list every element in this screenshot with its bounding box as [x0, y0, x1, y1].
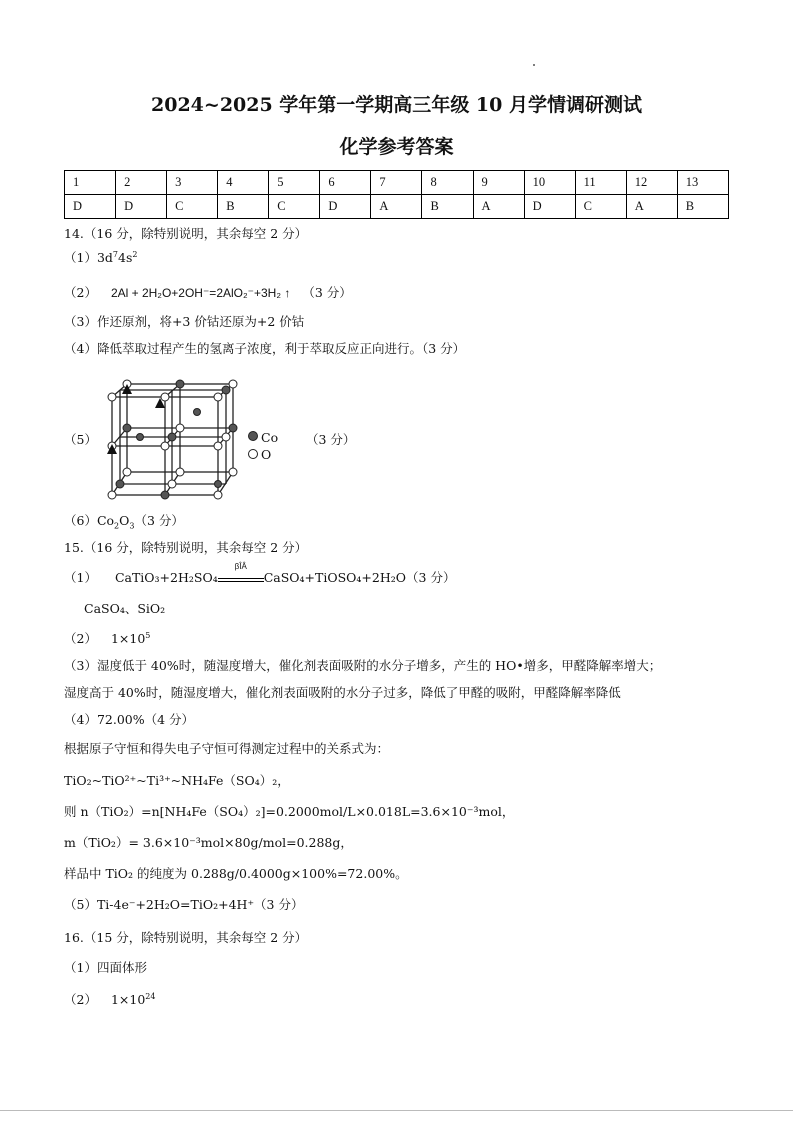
question-number-cell: 13 [677, 171, 728, 195]
answer-cell: D [320, 195, 371, 219]
question-number-row [65, 171, 729, 195]
answer-cell: B [422, 195, 473, 219]
answer-cell: C [167, 195, 218, 219]
q15-part3-line1: （3）湿度低于 40%时，随湿度增大，催化剂表面吸附的水分子增多，产生的 HO•增多，甲醛降解率增大； [64, 658, 662, 673]
q15-part2: （2） $1\times 10^5$ [64, 630, 151, 646]
reaction-condition-arrow: βÎÂ [218, 571, 264, 582]
q15-calc2: m（TiO₂）= 3.6×10⁻³mol×80g/mol=0.288g， [64, 835, 353, 850]
answer-cell: B [677, 195, 728, 219]
question-number-cell: 7 [371, 171, 422, 195]
page-bottom-rule [0, 1110, 793, 1111]
q15-relation: TiO₂~TiO²⁺~Ti³⁺~NH₄Fe（SO₄）₂， [64, 773, 290, 788]
q16-header: 16.（15 分，除特别说明，其余每空 2 分） [64, 930, 308, 945]
question-number-cell: 5 [269, 171, 320, 195]
question-number-cell: 3 [167, 171, 218, 195]
answer-cell: D [524, 195, 575, 219]
q16-part1: （1）四面体形 [64, 960, 147, 975]
page-subtitle: 化学参考答案 [339, 136, 454, 158]
q15-part4: （4）72.00%（4 分） [64, 712, 195, 727]
q15-part1: （1） CaTiO₃+2H₂SO₄ βÎÂ CaSO₄+TiOSO₄+2H₂O（3 分） [64, 562, 456, 585]
q14-equation: 2Al + 2H₂O+2OH⁻=2AlO₂⁻+3H₂ ↑ [110, 286, 291, 300]
q14-part6: $(6)Co_2O_3(3$ 分） [64, 513, 184, 531]
answer-cell: C [575, 195, 626, 219]
question-number-cell: 10 [524, 171, 575, 195]
q14-part1: $(1)3d^74s^2$ [64, 249, 138, 265]
q15-calc3: 样品中 TiO₂ 的纯度为 0.288g/0.4000g×100%=72.00%。 [64, 866, 408, 881]
answer-cell: A [626, 195, 677, 219]
page-title: 2024~2025 学年第一学期高三年级 10 月学情调研测试 [151, 94, 642, 116]
question-number-cell: 6 [320, 171, 371, 195]
q14-part4: （4）降低萃取过程产生的氢离子浓度，利于萃取反应正向进行。（3 分） [64, 341, 466, 356]
answer-cell: C [269, 195, 320, 219]
question-number-cell: 4 [218, 171, 269, 195]
question-number-cell: 2 [116, 171, 167, 195]
answer-cell: D [65, 195, 116, 219]
answer-table [64, 170, 729, 219]
q14-part5-label: （5） [64, 432, 97, 447]
legend-o-label: O [261, 447, 272, 462]
oxygen-legend-icon [247, 448, 259, 460]
q15-part4-text: 根据原子守恒和得失电子守恒可得测定过程中的关系式为： [64, 741, 390, 756]
legend-co-label: Co [261, 430, 279, 445]
answer-cell: A [473, 195, 524, 219]
q14-part2: （2） 2Al + 2H₂O+2OH⁻=2AlO₂⁻+3H₂ ↑ （3 分） [64, 285, 352, 300]
crystal-structure-diagram [100, 372, 245, 504]
answer-cell: B [218, 195, 269, 219]
q15-header: 15.（16 分，除特别说明，其余每空 2 分） [64, 540, 308, 555]
question-number-cell: 11 [575, 171, 626, 195]
q16-part2: （2） $1\times 10^{24}$ [64, 991, 156, 1007]
question-number-cell: 8 [422, 171, 473, 195]
question-number-cell: 9 [473, 171, 524, 195]
answer-cell: A [371, 195, 422, 219]
scan-dot [533, 64, 535, 66]
q15-part3-line2: 湿度高于 40%时，随湿度增大，催化剂表面吸附的水分子过多，降低了甲醛的吸附，甲醛降解率降低 [64, 685, 621, 700]
answer-cell: D [116, 195, 167, 219]
q14-header: 14.（16 分，除特别说明，其余每空 2 分） [64, 226, 308, 241]
q14-part3: （3）作还原剂，将+3 价钴还原为+2 价钴 [64, 314, 305, 329]
question-number-cell: 12 [626, 171, 677, 195]
answer-row [65, 195, 729, 219]
question-number-cell: 1 [65, 171, 116, 195]
q15-part1-second: CaSO₄、SiO₂ [84, 601, 166, 616]
q15-part5: （5）Ti-4e⁻+2H₂O=TiO₂+4H⁺（3 分） [64, 897, 304, 912]
q14-part5-score: （3 分） [306, 432, 356, 447]
cobalt-legend-icon [247, 430, 259, 442]
q15-calc1: 则 n（TiO₂）=n[NH₄Fe（SO₄）₂]=0.2000mol/L×0.018L=3.6×10⁻³mol， [64, 804, 515, 819]
